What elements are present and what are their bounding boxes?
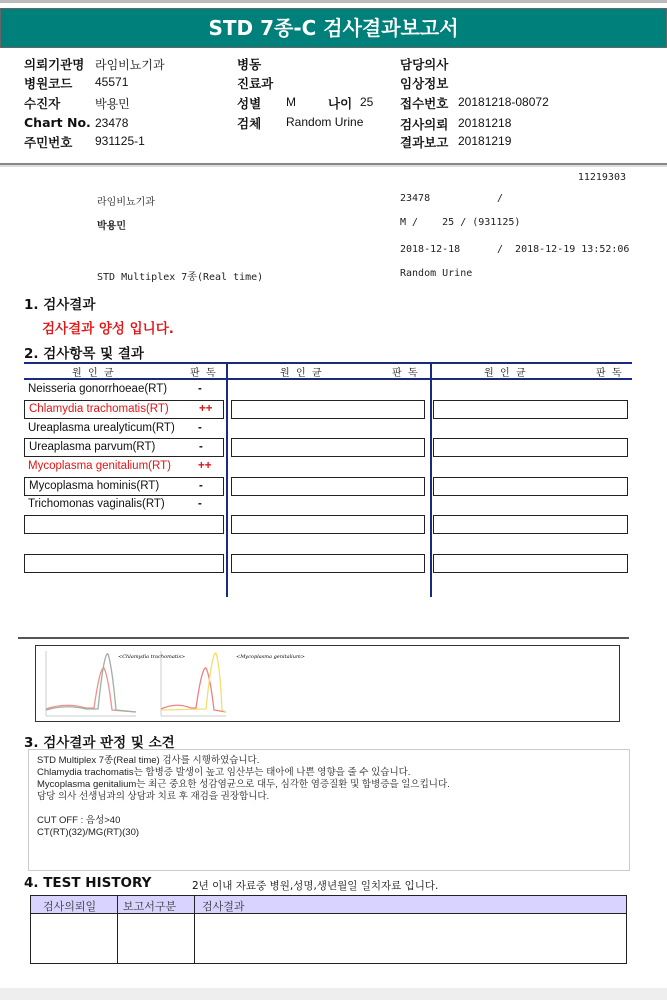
organism-name: Chlamydia trachomatis(RT)	[29, 403, 169, 415]
label: 임상정보	[400, 76, 449, 91]
table-row	[24, 477, 224, 496]
empty-cell	[231, 438, 425, 457]
empty-cell	[433, 477, 628, 496]
opinion-line: CT(RT)(32)/MG(RT)(30)	[37, 827, 140, 838]
clinic: 라임비뇨기과	[97, 197, 155, 208]
table-row	[24, 458, 224, 477]
label: 수진자	[24, 96, 61, 111]
report-code: 11219303	[577, 172, 626, 183]
col-header: 판 독	[392, 368, 418, 379]
label: 검사의뢰	[400, 117, 449, 132]
table-row	[24, 420, 224, 439]
label: 나이	[328, 96, 353, 111]
opinion-line	[37, 803, 621, 815]
judgement: -	[199, 480, 203, 492]
history-table	[30, 895, 627, 964]
organism-name: Neisseria gonorrhoeae(RT)	[28, 383, 168, 395]
specimen: Random Urine	[400, 268, 473, 279]
melt-curve-panel	[35, 645, 620, 722]
history-note: 2년 이내 자료중 병원,성명,생년월일 일치자료 입니다.	[192, 880, 439, 892]
label: 성별	[237, 96, 262, 111]
sex-age: M / 25 / (931125)	[400, 217, 521, 228]
column-divider	[226, 362, 228, 597]
table-row	[24, 381, 224, 400]
empty-cell	[231, 515, 425, 534]
table-row	[24, 438, 224, 457]
value: Random Urine	[286, 115, 364, 129]
melt-curve-graphs	[36, 646, 621, 723]
col-header: 판 독	[190, 368, 216, 379]
empty-cell	[231, 554, 425, 573]
opinion-line: 담당 의사 선생님과의 상담과 치료 후 재검을 권장합니다.	[37, 791, 270, 802]
organism-name: Trichomonas vaginalis(RT)	[28, 498, 165, 510]
opinion-line: Chlamydia trachomatis는 합병증 발생이 높고 임산부는 태아에 나쁜 영향을 줄 수 있습니다.	[37, 767, 411, 778]
top-border	[0, 0, 667, 3]
empty-cell	[433, 438, 628, 457]
rule	[24, 362, 632, 364]
footer-band	[0, 988, 667, 1000]
col-header: 판 독	[596, 368, 622, 379]
value: 45571	[95, 75, 129, 89]
value: 라임비뇨기과	[95, 58, 165, 72]
column-divider	[194, 896, 195, 963]
divider	[0, 163, 667, 167]
value: 20181218-08072	[458, 95, 549, 109]
value: 25	[360, 95, 374, 109]
label: 의뢰기관명	[24, 57, 85, 72]
judgement: -	[198, 498, 202, 510]
col-header: 보고서구분	[123, 900, 177, 913]
slash: /	[497, 193, 504, 204]
label: 담당의사	[400, 57, 449, 72]
judgement: ++	[199, 403, 213, 415]
empty-cell	[24, 554, 224, 573]
table-row	[24, 496, 224, 515]
col-header: 원 인 균	[484, 368, 526, 379]
judgement: ++	[198, 460, 212, 472]
chart: 23478	[400, 193, 431, 204]
column-divider	[430, 362, 432, 597]
empty-cell	[231, 400, 425, 419]
column-divider	[117, 896, 118, 963]
label: 결과보고	[400, 135, 449, 150]
section-title: 1. 검사결과	[24, 297, 96, 313]
empty-cell	[24, 515, 224, 534]
section-title: 3. 검사결과 판정 및 소견	[24, 735, 175, 751]
section-title: 2. 검사항목 및 결과	[24, 346, 144, 362]
test-name: STD Multiplex 7종(Real time)	[97, 272, 264, 283]
judgement: -	[198, 383, 202, 395]
section-title: 4. TEST HISTORY	[24, 875, 152, 891]
judgement: -	[199, 441, 203, 453]
value: 20181219	[458, 134, 512, 148]
label: 주민번호	[24, 135, 73, 150]
col-header: 원 인 균	[280, 368, 322, 379]
organism-name: Ureaplasma parvum(RT)	[29, 441, 156, 453]
report-title: STD 7종-C 검사결과보고서	[0, 8, 667, 48]
opinion-box	[28, 749, 630, 871]
opinion-line: Mycoplasma genitalium는 최근 중요한 성감염균으로 대두, 심각한 염증질환 및 합병증을 일으킵니다.	[37, 779, 450, 790]
table-row	[24, 400, 224, 419]
col-header: 원 인 균	[72, 368, 114, 379]
patient: 박용민	[97, 221, 126, 232]
graph-chlamydia	[46, 651, 136, 716]
empty-cell	[433, 554, 628, 573]
divider	[18, 637, 629, 639]
opinion-line: STD Multiplex 7종(Real time) 검사를 시행하였습니다.	[37, 755, 260, 766]
label: 진료과	[237, 76, 274, 91]
value: 931125-1	[95, 134, 145, 148]
label: 검체	[237, 116, 262, 131]
col-header: 검사결과	[202, 900, 245, 913]
value: M	[286, 95, 296, 109]
graph-label: <Mycoplasma genitalium>	[236, 654, 305, 660]
empty-cell	[231, 477, 425, 496]
empty-cell	[433, 515, 628, 534]
organism-name: Ureaplasma urealyticum(RT)	[28, 422, 175, 434]
organism-name: Mycoplasma hominis(RT)	[29, 480, 160, 492]
organism-name: Mycoplasma genitalium(RT)	[28, 460, 171, 472]
rule	[24, 378, 632, 380]
value: 20181218	[458, 116, 512, 130]
judgement: -	[198, 422, 202, 434]
label: 접수번호	[400, 96, 449, 111]
request-date: 2018-12-18	[400, 244, 461, 255]
col-header: 검사의뢰일	[43, 900, 97, 913]
label: 병원코드	[24, 76, 73, 91]
graph-mycoplasma	[161, 651, 226, 716]
empty-cell	[433, 400, 628, 419]
report-date: / 2018-12-19 13:52:06	[497, 244, 630, 255]
value: 박용민	[95, 97, 130, 111]
opinion-line: CUT OFF : 음성>40	[37, 815, 121, 826]
history-header	[31, 896, 626, 914]
result-summary: 검사결과 양성 입니다.	[42, 321, 174, 337]
label: Chart No.	[24, 115, 91, 130]
value: 23478	[95, 116, 129, 130]
graph-label: <Chlamydia trachomatis>	[118, 654, 186, 660]
label: 병동	[237, 57, 262, 72]
